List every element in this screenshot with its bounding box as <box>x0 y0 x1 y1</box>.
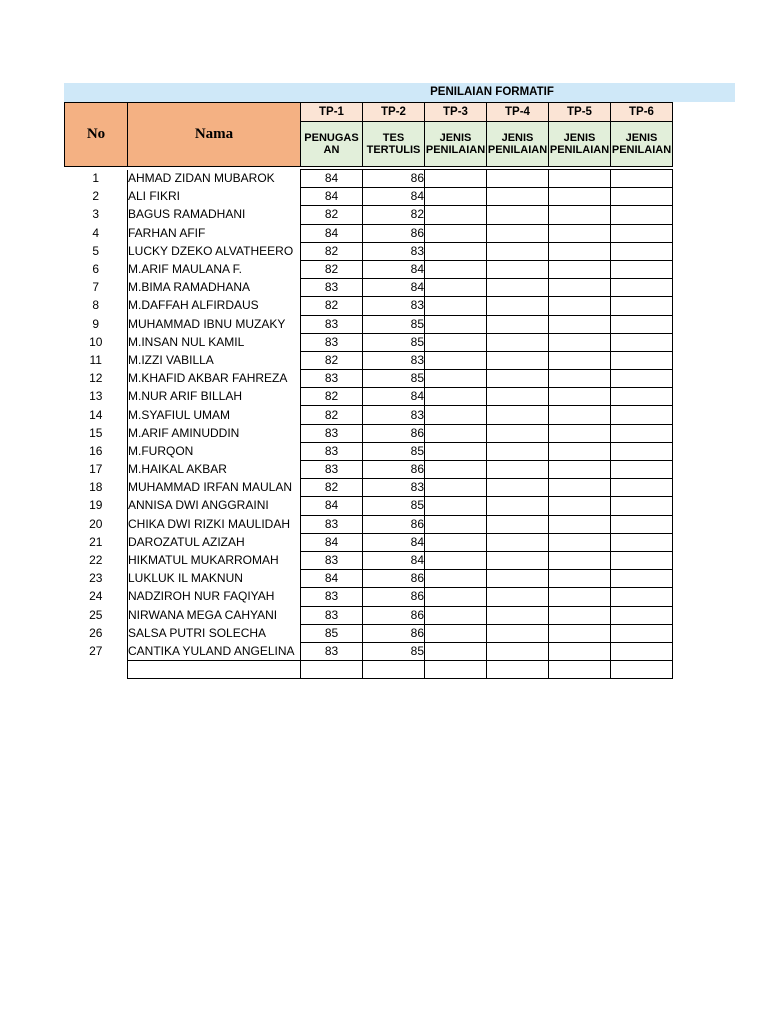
tp2-score-cell[interactable]: 84 <box>363 551 425 569</box>
tp2-score-cell[interactable]: 85 <box>363 642 425 660</box>
tp2-score-cell[interactable]: 86 <box>363 606 425 624</box>
tp2-score-cell[interactable]: 85 <box>363 497 425 515</box>
tp4-score-cell[interactable] <box>487 661 549 679</box>
student-name-cell[interactable]: M.ARIF AMINUDDIN <box>128 424 301 442</box>
tp6-score-cell[interactable] <box>611 588 673 606</box>
tp3-score-cell[interactable] <box>425 661 487 679</box>
tp4-score-cell[interactable] <box>487 351 549 369</box>
band-title: PENILAIAN FORMATIF <box>430 86 554 98</box>
student-name-cell[interactable]: M.INSAN NUL KAMIL <box>128 333 301 351</box>
tp1-score-cell[interactable]: 84 <box>301 570 363 588</box>
row-no-cell[interactable]: 5 <box>92 243 100 258</box>
type-label-line: JENIS <box>439 132 472 144</box>
tp1-score-cell[interactable]: 84 <box>301 170 363 188</box>
tp3-score-cell[interactable] <box>425 370 487 388</box>
student-name-cell[interactable]: LUCKY DZEKO ALVATHEERO <box>128 242 301 260</box>
row-no-cell[interactable]: 24 <box>89 589 103 604</box>
tp2-score-cell[interactable]: 85 <box>363 333 425 351</box>
tp6-score-cell[interactable] <box>611 661 673 679</box>
tp6-score-cell[interactable] <box>611 333 673 351</box>
tp4-score-cell[interactable] <box>487 479 549 497</box>
table-row <box>65 242 673 260</box>
row-no-cell[interactable]: 6 <box>92 262 100 277</box>
tp2-score-cell[interactable]: 86 <box>363 624 425 642</box>
tp3-score-cell[interactable] <box>425 479 487 497</box>
tp4-score-cell[interactable] <box>487 242 549 260</box>
type-label-line: TES <box>382 132 405 144</box>
table-row <box>65 188 673 206</box>
table-row <box>65 461 673 479</box>
tp5-score-cell[interactable] <box>549 533 611 551</box>
row-no-cell[interactable]: 7 <box>92 280 100 295</box>
tp1-score-cell[interactable] <box>301 661 363 679</box>
tp3-score-cell[interactable] <box>425 606 487 624</box>
tp-header[interactable]: TP-5 <box>549 103 611 122</box>
type-label-line: PENILAIAN <box>487 144 548 156</box>
tp-header[interactable]: TP-4 <box>487 103 549 122</box>
tp5-score-cell[interactable] <box>549 351 611 369</box>
tp3-score-cell[interactable] <box>425 206 487 224</box>
row-no-cell[interactable]: 2 <box>92 189 100 204</box>
tp4-score-cell[interactable] <box>487 570 549 588</box>
row-no-cell[interactable]: 9 <box>92 316 100 331</box>
tp6-score-cell[interactable] <box>611 642 673 660</box>
table-row <box>65 388 673 406</box>
tp5-score-cell[interactable] <box>549 661 611 679</box>
student-name-cell[interactable]: M.NUR ARIF BILLAH <box>128 388 301 406</box>
row-no-cell[interactable]: 1 <box>92 171 100 186</box>
table-row <box>65 406 673 424</box>
tp6-score-cell[interactable] <box>611 170 673 188</box>
table-row <box>65 279 673 297</box>
tp6-score-cell[interactable] <box>611 551 673 569</box>
tp3-score-cell[interactable] <box>425 461 487 479</box>
tp1-score-cell[interactable]: 83 <box>301 588 363 606</box>
tp2-score-cell[interactable]: 84 <box>363 260 425 278</box>
table-row <box>65 570 673 588</box>
tp4-score-cell[interactable] <box>487 170 549 188</box>
tp1-score-cell[interactable]: 82 <box>301 206 363 224</box>
tp1-score-cell[interactable]: 83 <box>301 442 363 460</box>
type-label-line: JENIS <box>563 132 596 144</box>
tp6-score-cell[interactable] <box>611 406 673 424</box>
table-row <box>65 351 673 369</box>
table-row <box>65 424 673 442</box>
table-row <box>65 442 673 460</box>
tp6-score-cell[interactable] <box>611 351 673 369</box>
tp5-score-cell[interactable] <box>549 442 611 460</box>
tp4-score-cell[interactable] <box>487 606 549 624</box>
student-name-cell[interactable]: M.DAFFAH ALFIRDAUS <box>128 297 301 315</box>
type-label-line: PENILAIAN <box>611 144 672 156</box>
tp3-score-cell[interactable] <box>425 297 487 315</box>
row-no-cell[interactable]: 19 <box>89 498 103 513</box>
tp4-score-cell[interactable] <box>487 315 549 333</box>
tp1-score-cell[interactable]: 82 <box>301 351 363 369</box>
tp-header[interactable]: TP-6 <box>611 103 673 122</box>
row-no-cell[interactable]: 11 <box>89 352 102 367</box>
assessment-type-header[interactable] <box>611 122 673 167</box>
tp6-score-cell[interactable] <box>611 533 673 551</box>
tp5-score-cell[interactable] <box>549 279 611 297</box>
student-name-cell[interactable]: ANNISA DWI ANGGRAINI <box>128 497 301 515</box>
tp1-score-cell[interactable]: 83 <box>301 515 363 533</box>
tp4-score-cell[interactable] <box>487 642 549 660</box>
student-name-cell[interactable]: M.ARIF MAULANA F. <box>128 260 301 278</box>
tp2-score-cell[interactable] <box>363 661 425 679</box>
tp5-score-cell[interactable] <box>549 624 611 642</box>
tp1-score-cell[interactable]: 82 <box>301 479 363 497</box>
grade-table <box>64 102 673 679</box>
tp2-score-cell[interactable]: 85 <box>363 370 425 388</box>
table-row <box>65 315 673 333</box>
type-label-line: JENIS <box>625 132 658 144</box>
tp5-score-cell[interactable] <box>549 515 611 533</box>
tp5-score-cell[interactable] <box>549 242 611 260</box>
tp2-score-cell[interactable]: 86 <box>363 170 425 188</box>
tp2-score-cell[interactable]: 84 <box>363 388 425 406</box>
type-label-line: PENILAIAN <box>425 144 486 156</box>
tp1-score-cell[interactable]: 83 <box>301 424 363 442</box>
table-row <box>65 588 673 606</box>
row-no-cell[interactable]: 20 <box>89 516 103 531</box>
tp5-score-cell[interactable] <box>549 388 611 406</box>
tp3-score-cell[interactable] <box>425 170 487 188</box>
tp6-score-cell[interactable] <box>611 242 673 260</box>
type-label-line: JENIS <box>501 132 534 144</box>
student-name-cell[interactable]: M.IZZI VABILLA <box>128 351 301 369</box>
tp6-score-cell[interactable] <box>611 442 673 460</box>
tp3-score-cell[interactable] <box>425 515 487 533</box>
tp4-score-cell[interactable] <box>487 533 549 551</box>
tp3-score-cell[interactable] <box>425 224 487 242</box>
row-no-cell[interactable]: 27 <box>89 643 103 658</box>
assessment-type-header[interactable] <box>363 122 425 167</box>
tp2-score-cell[interactable]: 86 <box>363 461 425 479</box>
tp6-score-cell[interactable] <box>611 497 673 515</box>
tp6-score-cell[interactable] <box>611 224 673 242</box>
table-row <box>65 479 673 497</box>
tp4-score-cell[interactable] <box>487 497 549 515</box>
row-no-cell[interactable]: 8 <box>92 298 100 313</box>
table-row <box>65 606 673 624</box>
tp5-score-cell[interactable] <box>549 333 611 351</box>
tp4-score-cell[interactable] <box>487 279 549 297</box>
tp4-score-cell[interactable] <box>487 297 549 315</box>
nama-header[interactable]: Nama <box>128 103 301 167</box>
tp3-score-cell[interactable] <box>425 424 487 442</box>
table-row <box>65 624 673 642</box>
tp6-score-cell[interactable] <box>611 315 673 333</box>
tp4-score-cell[interactable] <box>487 424 549 442</box>
tp1-score-cell[interactable]: 82 <box>301 388 363 406</box>
tp4-score-cell[interactable] <box>487 333 549 351</box>
row-no-cell[interactable]: 14 <box>89 407 103 422</box>
tp2-score-cell[interactable]: 85 <box>363 442 425 460</box>
student-name-cell[interactable]: M.SYAFIUL UMAM <box>128 406 301 424</box>
student-name-cell[interactable]: BAGUS RAMADHANI <box>128 206 301 224</box>
tp5-score-cell[interactable] <box>549 479 611 497</box>
tp2-score-cell[interactable]: 82 <box>363 206 425 224</box>
tp5-score-cell[interactable] <box>549 315 611 333</box>
tp6-score-cell[interactable] <box>611 370 673 388</box>
student-name-cell[interactable]: ALI FIKRI <box>128 188 301 206</box>
row-no-cell[interactable]: 10 <box>89 334 103 349</box>
row-no-cell[interactable] <box>65 661 128 679</box>
tp2-score-cell[interactable]: 83 <box>363 242 425 260</box>
table-row <box>65 642 673 660</box>
row-no-cell[interactable]: 21 <box>89 534 103 549</box>
tp1-score-cell[interactable]: 84 <box>301 497 363 515</box>
tp1-score-cell[interactable]: 83 <box>301 370 363 388</box>
tp3-score-cell[interactable] <box>425 315 487 333</box>
tp1-score-cell[interactable]: 82 <box>301 297 363 315</box>
row-no-cell[interactable]: 15 <box>89 425 103 440</box>
tp5-score-cell[interactable] <box>549 170 611 188</box>
tp6-score-cell[interactable] <box>611 424 673 442</box>
student-name-cell[interactable]: HIKMATUL MUKARROMAH <box>128 551 301 569</box>
tp1-score-cell[interactable]: 84 <box>301 533 363 551</box>
tp1-score-cell[interactable]: 85 <box>301 624 363 642</box>
tp4-score-cell[interactable] <box>487 442 549 460</box>
type-label-line: PENILAIAN <box>549 144 610 156</box>
table-row <box>65 533 673 551</box>
table-row <box>65 170 673 188</box>
tp3-score-cell[interactable] <box>425 570 487 588</box>
table-row <box>65 297 673 315</box>
tp6-score-cell[interactable] <box>611 479 673 497</box>
student-name-cell[interactable]: FARHAN AFIF <box>128 224 301 242</box>
tp-header[interactable]: TP-2 <box>363 103 425 122</box>
tp4-score-cell[interactable] <box>487 406 549 424</box>
row-no-cell[interactable]: 3 <box>92 207 100 222</box>
tp5-score-cell[interactable] <box>549 551 611 569</box>
tp6-score-cell[interactable] <box>611 461 673 479</box>
tp5-score-cell[interactable] <box>549 588 611 606</box>
tp2-score-cell[interactable]: 83 <box>363 351 425 369</box>
student-name-cell[interactable]: DAROZATUL AZIZAH <box>128 533 301 551</box>
assessment-type-header[interactable] <box>425 122 487 167</box>
tp1-score-cell[interactable]: 83 <box>301 461 363 479</box>
tp3-score-cell[interactable] <box>425 333 487 351</box>
tp5-score-cell[interactable] <box>549 497 611 515</box>
tp4-score-cell[interactable] <box>487 260 549 278</box>
type-label-line: TERTULIS <box>366 144 421 156</box>
tp1-score-cell[interactable]: 84 <box>301 188 363 206</box>
tp1-score-cell[interactable]: 82 <box>301 242 363 260</box>
tp6-score-cell[interactable] <box>611 624 673 642</box>
student-name-cell[interactable]: AHMAD ZIDAN MUBAROK <box>128 170 301 188</box>
tp5-score-cell[interactable] <box>549 224 611 242</box>
tp1-score-cell[interactable]: 83 <box>301 315 363 333</box>
row-no-cell[interactable]: 23 <box>89 571 103 586</box>
tp4-score-cell[interactable] <box>487 624 549 642</box>
tp5-score-cell[interactable] <box>549 461 611 479</box>
tp6-score-cell[interactable] <box>611 206 673 224</box>
student-name-cell[interactable]: M.BIMA RAMADHANA <box>128 279 301 297</box>
tp2-score-cell[interactable]: 83 <box>363 406 425 424</box>
empty-row <box>65 661 673 679</box>
tp6-score-cell[interactable] <box>611 279 673 297</box>
table-row <box>65 551 673 569</box>
tp-header[interactable]: TP-3 <box>425 103 487 122</box>
tp5-score-cell[interactable] <box>549 606 611 624</box>
tp4-score-cell[interactable] <box>487 188 549 206</box>
tp5-score-cell[interactable] <box>549 297 611 315</box>
assessment-type-header[interactable] <box>301 122 363 167</box>
tp5-score-cell[interactable] <box>549 424 611 442</box>
tp2-score-cell[interactable]: 86 <box>363 570 425 588</box>
tp4-score-cell[interactable] <box>487 588 549 606</box>
tp5-score-cell[interactable] <box>549 206 611 224</box>
tp1-score-cell[interactable]: 82 <box>301 406 363 424</box>
tp3-score-cell[interactable] <box>425 242 487 260</box>
student-name-cell[interactable]: SALSA PUTRI SOLECHA <box>128 624 301 642</box>
student-name-cell[interactable]: CANTIKA YULAND ANGELINA <box>128 642 301 660</box>
type-label-line: PENUGAS <box>304 132 359 144</box>
student-name-cell[interactable]: LUKLUK IL MAKNUN <box>128 570 301 588</box>
tp2-score-cell[interactable]: 86 <box>363 588 425 606</box>
tp-header[interactable]: TP-1 <box>301 103 363 122</box>
tp2-score-cell[interactable]: 84 <box>363 188 425 206</box>
tp1-score-cell[interactable]: 84 <box>301 224 363 242</box>
tp3-score-cell[interactable] <box>425 279 487 297</box>
tp2-score-cell[interactable]: 83 <box>363 297 425 315</box>
tp6-score-cell[interactable] <box>611 388 673 406</box>
table-row <box>65 333 673 351</box>
student-name-cell[interactable]: MUHAMMAD IRFAN MAULAN <box>128 479 301 497</box>
row-no-cell[interactable]: 22 <box>89 553 103 568</box>
tp1-score-cell[interactable]: 83 <box>301 551 363 569</box>
tp4-score-cell[interactable] <box>487 206 549 224</box>
tp1-score-cell[interactable]: 83 <box>301 642 363 660</box>
tp2-score-cell[interactable]: 86 <box>363 515 425 533</box>
table-row <box>65 370 673 388</box>
student-name-cell[interactable]: NADZIROH NUR FAQIYAH <box>128 588 301 606</box>
tp2-score-cell[interactable]: 84 <box>363 279 425 297</box>
tp3-score-cell[interactable] <box>425 188 487 206</box>
table-row <box>65 497 673 515</box>
row-no-cell[interactable]: 25 <box>89 607 103 622</box>
tp4-score-cell[interactable] <box>487 515 549 533</box>
row-no-cell[interactable]: 16 <box>89 443 103 458</box>
tp6-score-cell[interactable] <box>611 515 673 533</box>
no-header[interactable]: No <box>65 103 128 167</box>
tp2-score-cell[interactable]: 86 <box>363 424 425 442</box>
tp2-score-cell[interactable]: 85 <box>363 315 425 333</box>
tp3-score-cell[interactable] <box>425 442 487 460</box>
student-name-cell[interactable] <box>128 661 301 679</box>
tp6-score-cell[interactable] <box>611 606 673 624</box>
tp1-score-cell[interactable]: 83 <box>301 606 363 624</box>
row-no-cell[interactable]: 12 <box>89 371 103 386</box>
tp5-score-cell[interactable] <box>549 188 611 206</box>
tp4-score-cell[interactable] <box>487 551 549 569</box>
tp1-score-cell[interactable]: 83 <box>301 279 363 297</box>
assessment-type-header[interactable] <box>549 122 611 167</box>
student-name-cell[interactable]: NIRWANA MEGA CAHYANI <box>128 606 301 624</box>
tp5-score-cell[interactable] <box>549 406 611 424</box>
tp4-score-cell[interactable] <box>487 224 549 242</box>
student-name-cell[interactable]: CHIKA DWI RIZKI MAULIDAH <box>128 515 301 533</box>
tp3-score-cell[interactable] <box>425 642 487 660</box>
table-row <box>65 515 673 533</box>
tp4-score-cell[interactable] <box>487 388 549 406</box>
tp5-score-cell[interactable] <box>549 570 611 588</box>
tp3-score-cell[interactable] <box>425 551 487 569</box>
row-no-cell[interactable]: 4 <box>92 225 100 240</box>
type-label-line: AN <box>323 144 340 156</box>
tp4-score-cell[interactable] <box>487 461 549 479</box>
tp2-score-cell[interactable]: 84 <box>363 533 425 551</box>
tp6-score-cell[interactable] <box>611 188 673 206</box>
assessment-type-header[interactable] <box>487 122 549 167</box>
tp3-score-cell[interactable] <box>425 406 487 424</box>
tp4-score-cell[interactable] <box>487 370 549 388</box>
student-name-cell[interactable]: MUHAMMAD IBNU MUZAKY <box>128 315 301 333</box>
tp6-score-cell[interactable] <box>611 297 673 315</box>
tp6-score-cell[interactable] <box>611 570 673 588</box>
tp3-score-cell[interactable] <box>425 624 487 642</box>
table-row <box>65 224 673 242</box>
row-no-cell[interactable]: 13 <box>89 389 103 404</box>
tp2-score-cell[interactable]: 83 <box>363 479 425 497</box>
tp3-score-cell[interactable] <box>425 260 487 278</box>
tp3-score-cell[interactable] <box>425 533 487 551</box>
table-row <box>65 206 673 224</box>
table-row <box>65 260 673 278</box>
tp6-score-cell[interactable] <box>611 260 673 278</box>
student-name-cell[interactable]: M.HAIKAL AKBAR <box>128 461 301 479</box>
row-no-cell[interactable]: 26 <box>89 625 103 640</box>
tp1-score-cell[interactable]: 83 <box>301 333 363 351</box>
tp3-score-cell[interactable] <box>425 588 487 606</box>
tp3-score-cell[interactable] <box>425 497 487 515</box>
tp5-score-cell[interactable] <box>549 642 611 660</box>
student-name-cell[interactable]: M.KHAFID AKBAR FAHREZA <box>128 370 301 388</box>
tp5-score-cell[interactable] <box>549 370 611 388</box>
tp3-score-cell[interactable] <box>425 351 487 369</box>
tp5-score-cell[interactable] <box>549 260 611 278</box>
student-rows <box>65 167 673 679</box>
row-no-cell[interactable]: 18 <box>89 480 103 495</box>
tp3-score-cell[interactable] <box>425 388 487 406</box>
row-no-cell[interactable]: 17 <box>89 462 103 477</box>
student-name-cell[interactable]: M.FURQON <box>128 442 301 460</box>
tp2-score-cell[interactable]: 86 <box>363 224 425 242</box>
tp1-score-cell[interactable]: 82 <box>301 260 363 278</box>
